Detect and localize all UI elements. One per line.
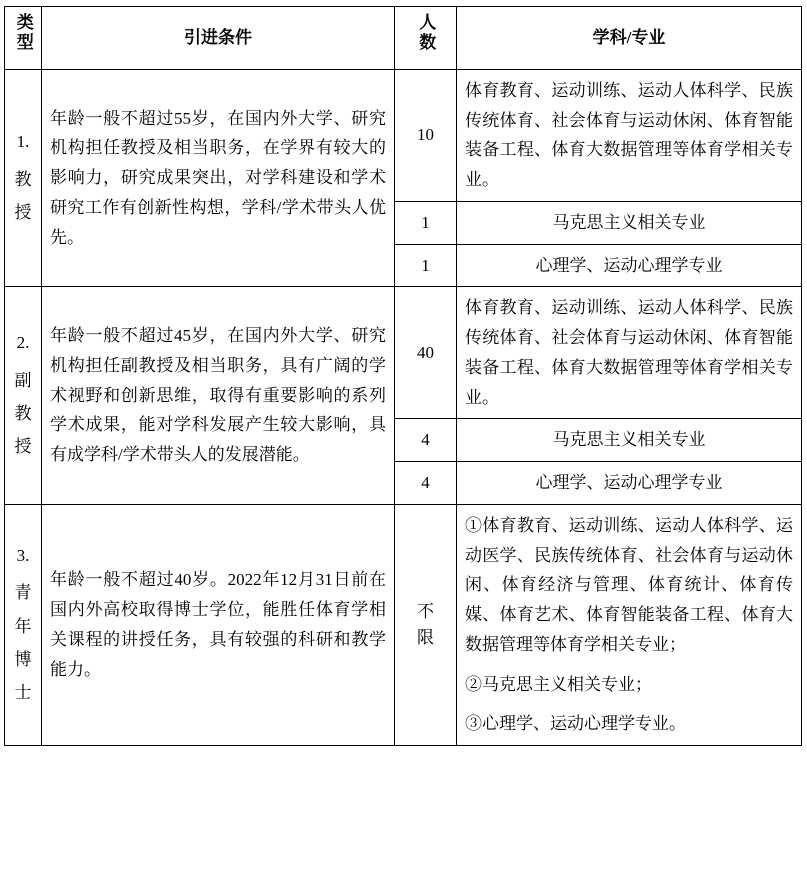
count-cell-2-1: 40 <box>395 287 457 419</box>
table-header <box>5 7 802 70</box>
type-number-1: 1. <box>16 131 30 151</box>
count-cell-3-1 <box>395 504 457 745</box>
type-number-2: 2. <box>16 332 30 352</box>
header-count-label: 人数 <box>416 13 436 53</box>
major-cell-2-2: 马克思主义相关专业 <box>457 419 802 462</box>
count-cell-1-2: 1 <box>395 201 457 244</box>
count-label-3-1: 不 限 <box>417 602 434 647</box>
type-label-3: 青 年 博 士 <box>14 583 32 702</box>
major-paragraph-3: ③心理学、运动心理学专业。 <box>465 714 686 734</box>
header-count <box>395 7 457 70</box>
header-type-label: 类型 <box>13 13 33 53</box>
major-paragraph-2: ②马克思主义相关专业； <box>465 674 652 694</box>
count-cell-2-2: 4 <box>395 419 457 462</box>
header-major: 学科/专业 <box>457 7 802 70</box>
header-type <box>5 7 42 70</box>
condition-cell-2: 年龄一般不超过45岁，在国内外大学、研究机构担任副教授及相当职务，具有广阔的学术视野和创新思维，取得有重要影响的系列学术成果，能对学科发展产生较大影响，具有成学科/学术带头人的发展潜能。 <box>42 287 395 505</box>
major-cell-2-1: 体育教育、运动训练、运动人体科学、民族传统体育、社会体育与运动休闲、体育智能装备工程、体育大数据管理等体育学相关专业。 <box>457 287 802 419</box>
type-cell-3 <box>5 504 42 745</box>
count-cell-1-3: 1 <box>395 244 457 287</box>
table-header-row <box>5 7 802 70</box>
table-row <box>5 287 802 419</box>
major-cell-3-1 <box>457 504 802 745</box>
major-cell-2-3: 心理学、运动心理学专业 <box>457 462 802 505</box>
table-row <box>5 69 802 201</box>
count-cell-2-3: 4 <box>395 462 457 505</box>
type-number-3: 3. <box>16 545 30 565</box>
table-body <box>5 69 802 745</box>
count-cell-1-1: 10 <box>395 69 457 201</box>
condition-cell-1: 年龄一般不超过55岁，在国内外大学、研究机构担任教授及相当职务，在学界有较大的影响力，研究成果突出，对学科建设和学术研究工作有创新性构想，学科/学术带头人优先。 <box>42 69 395 287</box>
table-row <box>5 504 802 745</box>
type-cell-1 <box>5 69 42 287</box>
condition-cell-3: 年龄一般不超过40岁。2022年12月31日前在国内外高校取得博士学位，能胜任体育学相关课程的讲授任务，具有较强的科研和教学能力。 <box>42 504 395 745</box>
major-cell-1-3: 心理学、运动心理学专业 <box>457 244 802 287</box>
major-paragraph-1: ①体育教育、运动训练、运动人体科学、运动医学、民族传统体育、社会体育与运动休闲、体育经济与管理、体育统计、体育传媒、体育艺术、体育智能装备工程、体育大数据管理等体育学相关专业； <box>465 515 793 654</box>
header-condition: 引进条件 <box>42 7 395 70</box>
type-label-1: 教 授 <box>14 169 32 222</box>
major-cell-1-2: 马克思主义相关专业 <box>457 201 802 244</box>
recruitment-table <box>4 6 802 746</box>
type-label-2: 副 教 授 <box>14 370 32 456</box>
type-cell-2 <box>5 287 42 505</box>
major-cell-1-1: 体育教育、运动训练、运动人体科学、民族传统体育、社会体育与运动休闲、体育智能装备工程、体育大数据管理等体育学相关专业。 <box>457 69 802 201</box>
